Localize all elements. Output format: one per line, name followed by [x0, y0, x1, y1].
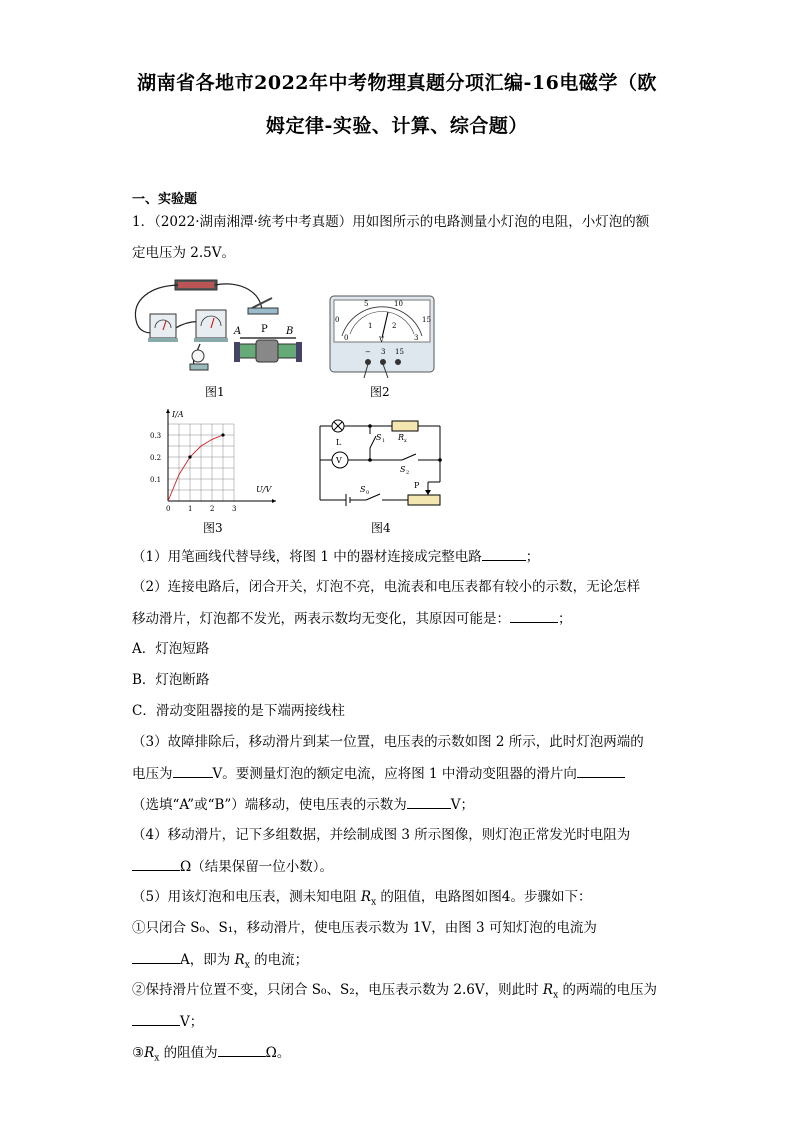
answer-blank-3[interactable]: [173, 764, 213, 778]
figure-1-caption: 图1: [205, 385, 225, 399]
fig1-label-b: B: [286, 326, 294, 337]
question-stem-line1: 1．（2022·湖南湘潭·统考中考真题）用如图所示的电路测量小灯泡的电阻，小灯泡的额: [132, 214, 650, 230]
chart-x-tick-label: 2: [210, 505, 215, 513]
step2-line2: [132, 1012, 203, 1031]
page-title-line1: 湖南省各地市2022年中考物理真题分项汇编-16电磁学（欧: [137, 72, 657, 94]
fig2-terminal-3: 3: [381, 348, 386, 356]
fig4-label-s0-sub: 0: [366, 490, 370, 496]
fig1-label-a: A: [234, 326, 242, 337]
step2-text-b: 的两端的电压为: [558, 982, 657, 998]
fig2-top-5: 5: [364, 300, 369, 308]
step2-line1: [132, 981, 657, 1005]
fig2-bottom-0: 0: [344, 334, 349, 342]
step1-line1: ①只闭合 S₀、S₁，移动滑片，使电压表示数为 1V，由图 3 可知灯泡的电流为: [132, 920, 597, 936]
answer-blank-4[interactable]: [577, 764, 625, 778]
fig2-top-0: 0: [335, 316, 340, 324]
chart-point: [221, 433, 224, 436]
fig4-label-rx: R: [398, 433, 405, 442]
subq2-text: 移动滑片，灯泡都不发光，两表示数均无变化，其原因可能是：: [132, 611, 510, 627]
fig2-bottom-1: 1: [368, 322, 373, 330]
subq1-line: [132, 547, 539, 566]
subq3-text-a: 电压为: [132, 766, 173, 782]
fig2-top-15: 15: [422, 316, 431, 324]
fig2-bottom-2: 2: [392, 322, 397, 330]
answer-blank-2[interactable]: [510, 609, 558, 623]
subq2-line2: [132, 609, 572, 628]
rx-symbol: R: [542, 982, 554, 998]
rx-sub: x: [371, 897, 377, 908]
chart-x-tick-label: 1: [188, 505, 193, 513]
subq1-end: ；: [525, 549, 540, 565]
subq4-line1: （4）移动滑片，记下多组数据，并绘制成图 3 所示图像，则灯泡正常发光时电阻为: [132, 827, 631, 843]
figure-1-circuit-apparatus: [130, 272, 305, 380]
subq1-text: （1）用笔画线代替导线，将图 1 中的器材连接成完整电路: [132, 549, 482, 565]
fig4-label-rx-sub: x: [404, 438, 407, 444]
subq3-text-b: V。要测量灯泡的额定电流，应将图 1 中滑动变阻器的滑片向: [212, 766, 577, 782]
answer-blank-6[interactable]: [132, 857, 180, 871]
answer-blank-7[interactable]: [132, 950, 180, 964]
step3-line: [132, 1043, 290, 1068]
rx-symbol: R: [360, 889, 372, 905]
fig4-label-s0: S: [360, 485, 366, 494]
step2-text-a: ②保持滑片位置不变，只闭合 S₀、S₂，电压表示数为 2.6V，则此时: [132, 982, 543, 998]
rx-sub: x: [154, 1053, 160, 1064]
chart-ylabel: I/A: [172, 410, 184, 419]
chart-xlabel: U/V: [256, 485, 272, 494]
subq3-line3: [132, 795, 474, 814]
step2-text-c: V；: [180, 1014, 204, 1030]
subq4-line2: [132, 857, 333, 876]
figure-2-caption: 图2: [370, 385, 390, 399]
fig4-label-p: P: [414, 481, 420, 490]
fig4-label-s2: S: [400, 465, 406, 474]
figure-2-voltmeter: [328, 294, 438, 380]
subq3-line1: （3）故障排除后，移动滑片到某一位置，电压表的示数如图 2 所示，此时灯泡两端的: [132, 734, 644, 750]
subq2-end: ；: [558, 611, 572, 627]
fig1-label-p: P: [261, 324, 268, 335]
fig2-top-10: 10: [394, 300, 403, 308]
chart-y-tick-label: 0.3: [150, 432, 162, 440]
rx-sub: x: [553, 990, 559, 1001]
figure-4-caption: 图4: [371, 521, 391, 535]
answer-blank-8[interactable]: [132, 1012, 180, 1026]
step3-marker: ③: [132, 1045, 145, 1061]
subq5-text-a: （5）用该灯泡和电压表，测未知电阻: [132, 889, 361, 905]
fig4-label-s2-sub: 2: [406, 470, 410, 476]
figure-3-caption: 图3: [203, 521, 223, 535]
subq2-line1: （2）连接电路后，闭合开关，灯泡不亮，电流表和电压表都有较小的示数，无论怎样: [132, 579, 641, 595]
step1-line2: [132, 950, 308, 975]
section-heading: 一、实验题: [132, 192, 198, 207]
rx-symbol: R: [144, 1045, 155, 1061]
fig4-label-v: V: [336, 456, 342, 465]
option-c[interactable]: C．滑动变阻器接的是下端两接线柱: [132, 703, 345, 719]
rx-symbol: R: [234, 952, 245, 968]
fig2-terminal-15: 15: [395, 348, 404, 356]
subq5-text-b: 的阻值，电路图如图4。步骤如下：: [376, 889, 592, 905]
step3-text-a: 的阻值为: [159, 1045, 218, 1061]
chart-y-tick-label: 0.1: [150, 476, 162, 484]
page-title-line2: 姆定律-实验、计算、综合题）: [266, 115, 528, 137]
subq3-text-c: （选填“A”或“B”）端移动，使电压表的示数为: [132, 797, 407, 813]
fig4-label-l: L: [336, 438, 342, 447]
question-stem-line2: 定电压为 2.5V。: [132, 245, 236, 261]
step1-text-b: 的电流；: [249, 952, 309, 968]
fig2-bottom-3: 3: [414, 334, 419, 342]
option-a[interactable]: A．灯泡短路: [132, 641, 210, 657]
chart-y-tick-label: 0.2: [150, 454, 162, 462]
chart-point: [188, 455, 191, 458]
chart-x-tick-label: 0: [166, 505, 171, 513]
subq4-text: Ω（结果保留一位小数）。: [180, 859, 333, 875]
chart-x-tick-label: 3: [232, 505, 237, 513]
figure-3-iu-chart: [148, 405, 283, 513]
answer-blank-9[interactable]: [218, 1043, 266, 1057]
subq3-line2: [132, 764, 625, 783]
subq3-text-d: V；: [450, 797, 475, 813]
step3-text-b: Ω。: [265, 1045, 291, 1061]
answer-blank-1[interactable]: [482, 547, 526, 561]
subq5-line1: [132, 888, 592, 912]
fig2-unit: V: [379, 336, 385, 344]
fig2-terminal-neg: −: [365, 348, 371, 356]
option-b[interactable]: B．灯泡断路: [132, 672, 210, 688]
step1-text-a: A，即为: [180, 952, 235, 968]
figure-4-circuit-diagram: [310, 412, 450, 514]
fig4-label-s1: S: [376, 433, 382, 442]
fig4-label-s1-sub: 1: [382, 438, 386, 444]
rx-sub: x: [244, 960, 250, 971]
answer-blank-5[interactable]: [407, 795, 451, 809]
